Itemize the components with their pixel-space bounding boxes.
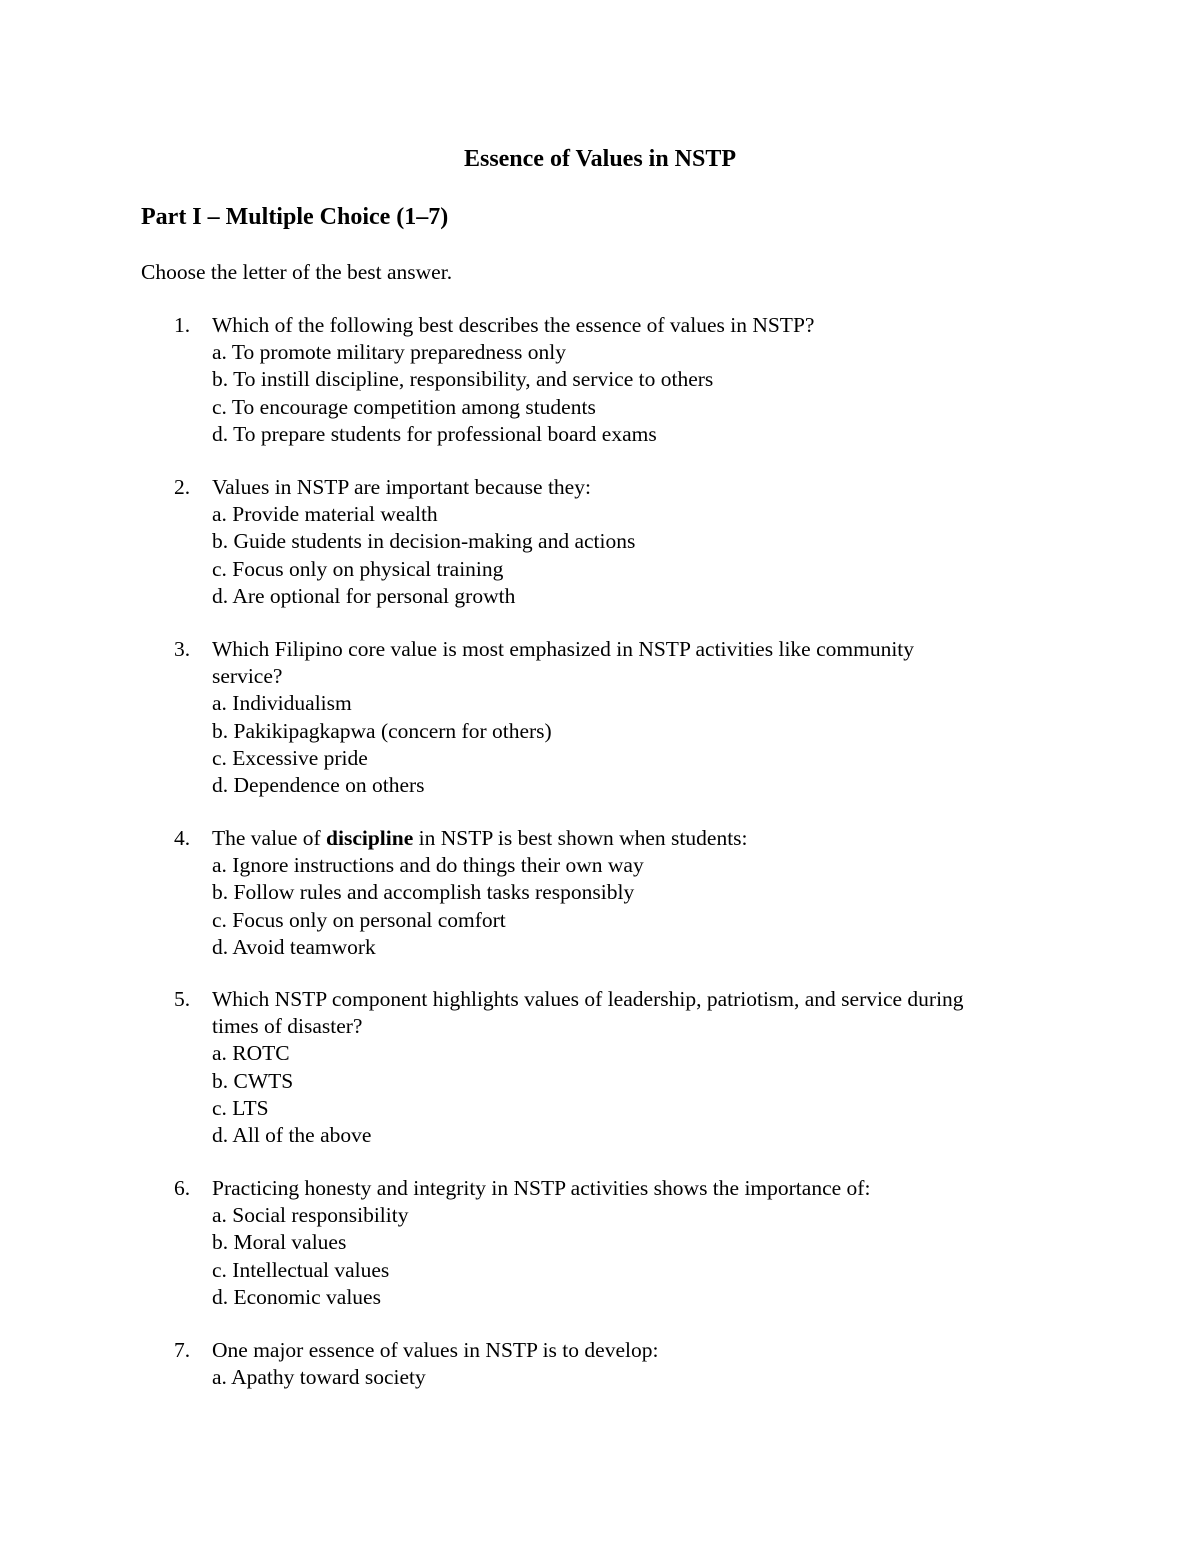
question-stem-line-1: Which Filipino core value is most emphasized in NSTP activities like community	[212, 637, 915, 661]
question-stem: Practicing honesty and integrity in NSTP activities shows the importance of:	[212, 1176, 871, 1200]
option-b: b. Moral values	[212, 1230, 347, 1255]
option-b: b. Follow rules and accomplish tasks responsibly	[212, 880, 635, 905]
option-d: d. Economic values	[212, 1284, 381, 1309]
option-a: a. Individualism	[212, 691, 352, 716]
question-stem: Which of the following best describes the essence of values in NSTP?	[212, 313, 815, 337]
option-a: a. Provide material wealth	[212, 502, 438, 527]
question-number: 7.	[174, 1338, 191, 1362]
stem-emphasis: discipline	[326, 826, 414, 850]
option-d: d. Are optional for personal growth	[212, 583, 516, 608]
option-a: a. To promote military preparedness only	[212, 340, 566, 365]
option-c: c. To encourage competition among students	[212, 394, 596, 419]
question-5	[141, 986, 1071, 1149]
question-7	[141, 1337, 1071, 1391]
question-stem-line-2: service?	[212, 664, 283, 689]
option-c: c. Focus only on personal comfort	[212, 907, 506, 932]
option-c: c. Intellectual values	[212, 1257, 390, 1282]
question-2	[141, 474, 1071, 610]
option-c: c. LTS	[212, 1095, 269, 1120]
question-number: 4.	[174, 826, 191, 850]
question-stem-line-1: Which NSTP component highlights values of leadership, patriotism, and service during	[212, 987, 964, 1011]
instruction-text: Choose the letter of the best answer.	[141, 260, 453, 284]
question-stem: One major essence of values in NSTP is to develop:	[212, 1338, 659, 1362]
option-c: c. Focus only on physical training	[212, 556, 504, 581]
question-1	[141, 312, 1071, 448]
option-c: c. Excessive pride	[212, 745, 368, 770]
document-title: Essence of Values in NSTP	[463, 146, 737, 172]
option-d: d. All of the above	[212, 1123, 372, 1148]
question-stem: Values in NSTP are important because they:	[212, 475, 591, 499]
question-4	[141, 825, 1071, 961]
stem-text-after: in NSTP is best shown when students:	[413, 826, 748, 850]
option-a: a. Ignore instructions and do things their own way	[212, 853, 644, 878]
option-a: a. Apathy toward society	[212, 1365, 426, 1390]
question-stem	[212, 825, 1071, 852]
question-3	[141, 636, 1071, 799]
part-heading: Part I – Multiple Choice (1–7)	[141, 204, 449, 230]
question-number: 6.	[174, 1176, 191, 1200]
question-number: 3.	[174, 637, 191, 661]
option-a: a. Social responsibility	[212, 1203, 409, 1228]
option-d: d. Dependence on others	[212, 773, 425, 798]
question-stem-line-2: times of disaster?	[212, 1014, 363, 1039]
question-number: 1.	[174, 313, 191, 337]
option-d: d. Avoid teamwork	[212, 934, 376, 959]
option-b: b. Pakikipagkapwa (concern for others)	[212, 718, 552, 743]
option-a: a. ROTC	[212, 1041, 290, 1066]
option-d: d. To prepare students for professional board exams	[212, 421, 657, 446]
stem-text-before: The value of	[212, 826, 327, 850]
option-b: b. Guide students in decision-making and actions	[212, 529, 636, 554]
question-6	[141, 1175, 1071, 1311]
option-b: b. To instill discipline, responsibility, and service to others	[212, 367, 714, 392]
question-number: 5.	[174, 987, 191, 1011]
option-b: b. CWTS	[212, 1068, 294, 1093]
question-number: 2.	[174, 475, 191, 499]
